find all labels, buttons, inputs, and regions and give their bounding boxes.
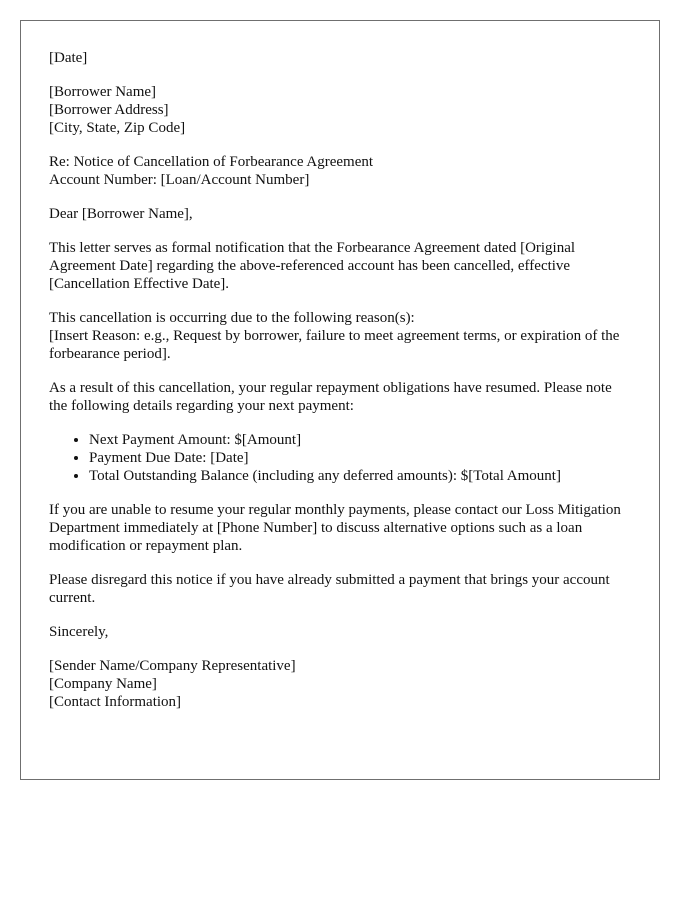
- result-paragraph: As a result of this cancellation, your regular repayment obligations have resumed. Please note the following details regarding your next payment:: [49, 380, 612, 414]
- recipient-name: [Borrower Name]: [49, 84, 157, 100]
- payment-details-list: [49, 431, 631, 485]
- signature-block: [49, 657, 631, 711]
- reference-block: [49, 153, 631, 189]
- letter-date: [Date]: [49, 50, 88, 66]
- company-name: [Company Name]: [49, 676, 157, 692]
- list-item-next-payment-amount: • Next Payment Amount: $[Amount]: [89, 431, 631, 449]
- salutation: Dear [Borrower Name],: [49, 206, 193, 222]
- reason-detail: [Insert Reason: e.g., Request by borrower, failure to meet agreement terms, or expiration of the forbearance period].: [49, 328, 620, 362]
- contact-paragraph: If you are unable to resume your regular monthly payments, please contact our Loss Mitigation Department immediately at [Phone Number] to discuss alternative options such as a loan modification or repayment plan.: [49, 502, 621, 554]
- reason-lead: This cancellation is occurring due to the following reason(s):: [49, 310, 415, 326]
- reason-paragraph: [49, 309, 631, 363]
- closing: Sincerely,: [49, 624, 109, 640]
- recipient-address-block: [49, 83, 631, 137]
- sender-name: [Sender Name/Company Representative]: [49, 658, 296, 674]
- contact-information: [Contact Information]: [49, 694, 182, 710]
- subject-line: Re: Notice of Cancellation of Forbearance Agreement: [49, 154, 374, 170]
- account-number-line: Account Number: [Loan/Account Number]: [49, 172, 310, 188]
- intro-paragraph: This letter serves as formal notification that the Forbearance Agreement dated [Original Agreement Date] regarding the above-referenced account has been cancelled, effective [Cancellation Effective Date].: [49, 240, 576, 292]
- recipient-city-state-zip: [City, State, Zip Code]: [49, 120, 186, 136]
- recipient-address: [Borrower Address]: [49, 102, 169, 118]
- list-item-payment-due-date: • Payment Due Date: [Date]: [89, 449, 631, 467]
- disregard-paragraph: Please disregard this notice if you have already submitted a payment that brings your account current.: [49, 572, 610, 606]
- letter-page: [20, 20, 660, 780]
- list-item-total-outstanding-balance: • Total Outstanding Balance (including any deferred amounts): $[Total Amount]: [89, 467, 631, 485]
